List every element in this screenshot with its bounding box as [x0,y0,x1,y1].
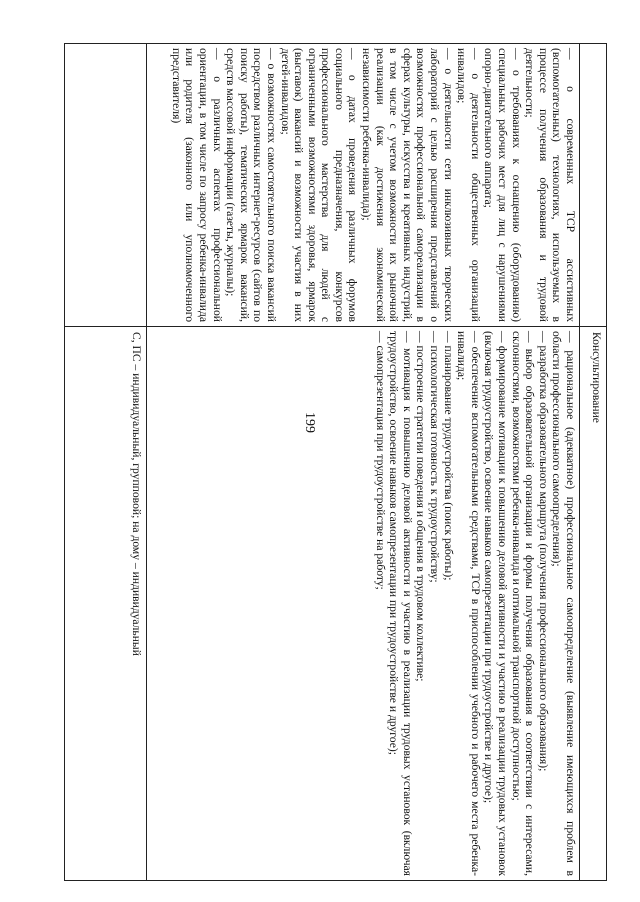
list-item: — о деятельности общественных организаций инвалидов; [455,48,482,322]
page-number: 199 [302,412,317,433]
content-cell [147,44,580,327]
list-item: — выбор образовательной организации и формы получения образования в соответствии с интересами, склонностями, возможностями ребенка-инвалида и оптимальной транспортной доступностью; [509,331,537,876]
table-row [147,44,580,881]
list-item: — психологическая готовность к трудоустройству; [428,331,442,583]
table-row [580,44,607,881]
list-item: — о требованиях к оснащению (оборудованию) специальных рабочих мест для лиц с нарушениями опорно-двигательного аппарата; [482,48,523,322]
table-row [65,44,147,881]
form-text: С, ПС – индивидуальный, групповой; на дому – индивидуальный [130,332,143,656]
list-item: — построение стратегии поведения и общения в трудовом коллективе; [414,331,428,682]
content-cell [147,327,580,881]
form-cell [65,44,147,327]
list-item: — обеспечение вспомогательными средствами, ТСР в приспособлении учебного и рабочего места ребенка-инвалида; [455,331,482,876]
list-item: — о различных аспектах профессиональной ориентации, в том числе по запросу ребенка-инвалида или родителя (законного или уполномоченного представителя) [169,48,224,322]
label-cell [580,44,607,327]
row-label: Консультирование [590,332,603,423]
list-item: — разработка образовательного маршрута (получения профессионального образования); [536,331,550,772]
list-item: — о современных ТСР ассистивных (вспомогательных) технологиях, используемых в процессе получения образования и трудовой деятельности; [523,48,577,322]
services-table [64,43,607,881]
list-item: — самопрезентация при трудоустройстве на работу; [373,331,387,590]
list-item: — о деятельности сети инклюзивных творческих лабораторий с целью расширения представлений о возможностях профессиональной самореализации в сферах культуры, искусства и креативных индустрий, в том числе с учетом возможности их рыночной реализации (как достижения экономической независимости ребенка-инвалида); [360,48,455,322]
list-item: — формирование мотивации к повышению деловой активности и участию в реализации трудовых установок (включая трудоустройство, освоение навыков самопрезентации при трудоустройстве и другое); [482,331,510,876]
label-cell [580,327,607,881]
list-item: — планирование трудоустройства (поиск работы); [441,331,455,581]
list-item: — рациональное (адекватное) профессиональное самоопределение (выявление имеющихся проблем в области профессионального самоопределения); [550,331,577,876]
list-item: — о датах проведения различных форумов социального предназначения, конкурсов профессионального мастерства для людей с ограниченными возможностями здоровья, ярмарок (выставок) вакансий и возможности участия в них детей-инвалидов; [278,48,360,322]
form-cell [65,327,147,881]
rotated-page-content [68,43,607,878]
list-item: — о возможностях самостоятельного поиска вакансий посредством различных интернет-ресурсов (сайтов по поиску работы), тематических ярмарок вакансий, средств массовой информации (газеты, журналы); [224,48,278,322]
list-item: — мотивация к повышению деловой активности и участию в реализации трудовых установок (включая трудоустройство, освоение навыков самопрезентации при трудоустройстве и другое); [387,331,414,876]
